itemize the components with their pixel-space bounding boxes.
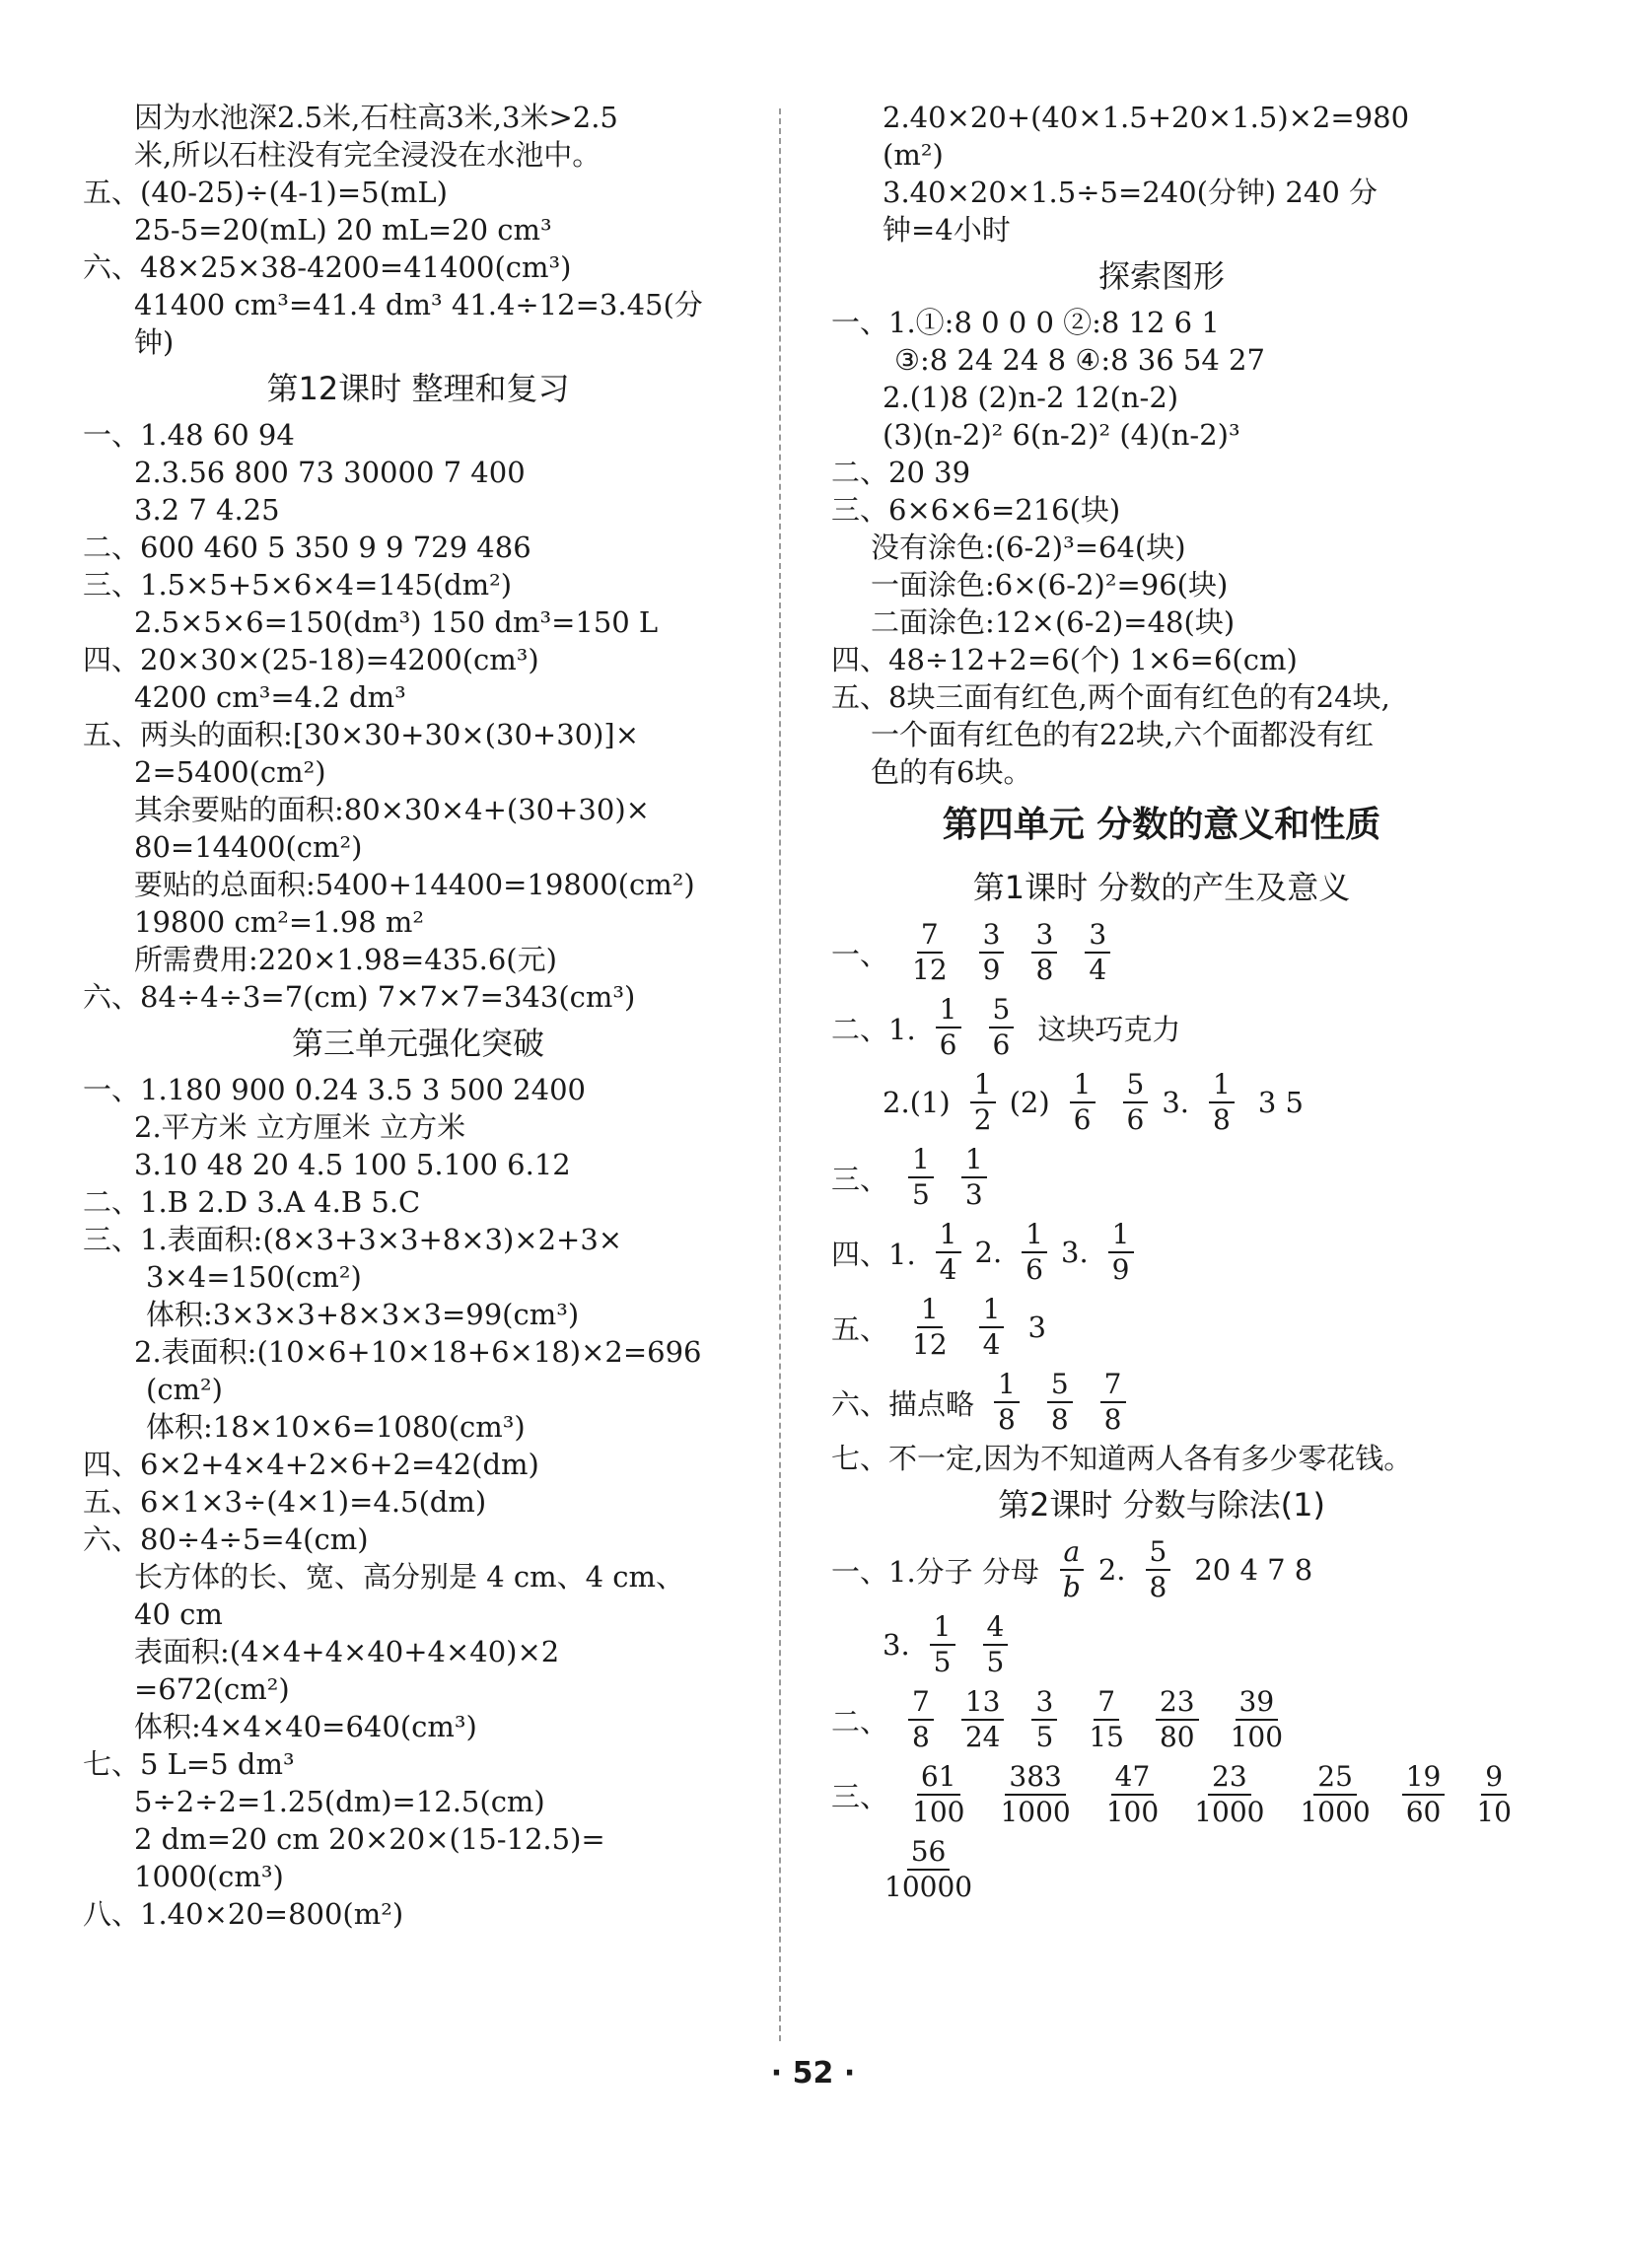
- text-line: 五、(40-25)÷(4-1)=5(mL): [83, 176, 448, 209]
- page-number: · 52 ·: [770, 2056, 856, 2091]
- numerator: 61: [917, 1760, 960, 1796]
- text-line: 二、20 39: [831, 456, 971, 489]
- section-heading: 第三单元强化突破: [291, 1025, 544, 1062]
- numerator: 1: [936, 1218, 961, 1253]
- text-line: 钟): [134, 325, 175, 359]
- denominator: 60: [1405, 1796, 1442, 1828]
- fraction: [881, 1835, 976, 1904]
- text-line: (cm²): [146, 1373, 223, 1406]
- denominator: 5: [933, 1646, 952, 1678]
- denominator: 8: [912, 1721, 930, 1753]
- fraction: [908, 1143, 934, 1212]
- numerator: 4: [983, 1610, 1009, 1646]
- numerator: 5: [1123, 1068, 1149, 1103]
- denominator: 80: [1159, 1721, 1195, 1753]
- numerator: 1: [994, 1368, 1020, 1403]
- fraction: [996, 1760, 1074, 1829]
- denominator: 8: [1035, 954, 1054, 986]
- fraction-row: [831, 1215, 1492, 1290]
- fraction: [961, 1143, 987, 1212]
- numerator: 23: [1156, 1685, 1199, 1721]
- section-heading: 第1课时 分数的产生及意义: [972, 869, 1351, 906]
- text-line: 三、6×6×6=216(块): [831, 493, 1121, 527]
- fraction: [1146, 1535, 1171, 1604]
- text-line: 2.表面积:(10×6+10×18+6×18)×2=696: [134, 1335, 702, 1369]
- text-line: 三、1.5×5+5×6×4=145(dm²): [83, 568, 513, 602]
- numerator: 383: [1005, 1760, 1065, 1796]
- denominator: 8: [998, 1403, 1016, 1436]
- numerator: 39: [1236, 1685, 1279, 1721]
- text-line: (3)(n-2)² 6(n-2)² (4)(n-2)³: [883, 418, 1240, 452]
- fraction: [1031, 1685, 1057, 1754]
- fraction: [908, 1760, 968, 1829]
- fraction: [1472, 1760, 1516, 1829]
- denominator: 6: [1126, 1103, 1145, 1136]
- text-line: 体积:4×4×40=640(cm³): [134, 1710, 477, 1743]
- text-line: 六、84÷4÷3=7(cm) 7×7×7=343(cm³): [83, 980, 636, 1014]
- fraction: [1296, 1760, 1374, 1829]
- text-line: 2.40×20+(40×1.5+20×1.5)×2=980: [883, 101, 1410, 134]
- text-line: 一、1.48 60 94: [83, 418, 295, 452]
- text-line: 五、6×1×3÷(4×1)=4.5(dm): [83, 1485, 487, 1519]
- denominator: 4: [1089, 954, 1107, 986]
- text-line: 八、1.40×20=800(m²): [83, 1897, 404, 1931]
- denominator: 1000: [1300, 1796, 1371, 1828]
- denominator: 5: [912, 1178, 930, 1211]
- fraction-row: [831, 1607, 1492, 1682]
- fraction: [1108, 1218, 1134, 1287]
- denominator: 8: [1213, 1103, 1231, 1136]
- text-line: 二、600 460 5 350 9 9 729 486: [83, 531, 531, 564]
- item-label: 六、描点略: [831, 1386, 975, 1421]
- text-line: 五、8块三面有红色,两个面有红色的有24块,: [831, 680, 1390, 714]
- fraction-row: [831, 915, 1492, 990]
- text-line: 因为水池深2.5米,石柱高3米,3米>2.5: [134, 101, 618, 134]
- denominator: 10: [1476, 1796, 1512, 1828]
- item-label: 3.: [1061, 1236, 1089, 1269]
- denominator: 1000: [1194, 1796, 1265, 1828]
- numerator: 3: [1085, 918, 1110, 954]
- fraction: [908, 1293, 952, 1362]
- text-line: 41400 cm³=41.4 dm³ 41.4÷12=3.45(分: [134, 288, 703, 321]
- answer-text: 这块巧克力: [1037, 1012, 1181, 1046]
- text-line: 其余要贴的面积:80×30×4+(30+30)×: [134, 793, 650, 826]
- fraction: [1402, 1760, 1446, 1829]
- fraction: [1156, 1685, 1199, 1754]
- text-line: 色的有6块。: [871, 755, 1032, 789]
- numerator: 1: [1070, 1068, 1096, 1103]
- numerator: 1: [1022, 1218, 1047, 1253]
- denominator: 4: [982, 1328, 1001, 1361]
- text-line: 六、48×25×38-4200=41400(cm³): [83, 250, 572, 284]
- text-line: 要贴的总面积:5400+14400=19800(cm²): [134, 868, 695, 901]
- text-line: 四、6×2+4×4+2×6+2=42(dm): [83, 1448, 539, 1481]
- denominator: 100: [912, 1796, 965, 1828]
- denominator: 2: [973, 1103, 992, 1136]
- text-line: 3.10 48 20 4.5 100 5.100 6.12: [134, 1148, 571, 1181]
- section-heading: 第2课时 分数与除法(1): [998, 1486, 1325, 1524]
- answer-text: 3 5: [1257, 1086, 1304, 1119]
- text-line: 一、1.①:8 0 0 0 ②:8 12 6 1: [831, 306, 1220, 339]
- text-line: 2=5400(cm²): [134, 755, 326, 789]
- denominator: 4: [939, 1253, 957, 1286]
- text-line: ③:8 24 24 8 ④:8 36 54 27: [894, 343, 1265, 377]
- fraction: [983, 1610, 1009, 1679]
- text-line: 没有涂色:(6-2)³=64(块): [871, 531, 1186, 564]
- numerator: 47: [1111, 1760, 1155, 1796]
- unit-heading: 第四单元 分数的意义和性质: [942, 805, 1381, 845]
- item-label: 一、: [831, 937, 889, 971]
- fraction: [1031, 918, 1057, 987]
- numerator: 3: [1031, 1685, 1057, 1721]
- numerator: 1: [917, 1293, 943, 1328]
- item-label: 五、: [831, 1311, 889, 1346]
- fraction: [908, 918, 952, 987]
- fraction: [994, 1368, 1020, 1437]
- denominator: 1000: [1000, 1796, 1071, 1828]
- fraction: [1123, 1068, 1149, 1137]
- denominator: 5: [1035, 1721, 1054, 1753]
- numerator: 5: [989, 993, 1015, 1028]
- fraction-row: [831, 1832, 1492, 1907]
- fraction: [1047, 1368, 1073, 1437]
- denominator: 8: [1050, 1403, 1069, 1436]
- fraction: [979, 918, 1005, 987]
- numerator: 5: [1047, 1368, 1073, 1403]
- fraction-row: [831, 1365, 1492, 1440]
- denominator: 12: [912, 954, 948, 986]
- fraction: [1085, 918, 1110, 987]
- text-line: 2.5×5×6=150(dm³) 150 dm³=150 L: [134, 605, 659, 639]
- denominator: b: [1062, 1571, 1081, 1603]
- fraction: [936, 993, 961, 1062]
- text-line: 六、80÷4÷5=4(cm): [83, 1523, 369, 1556]
- denominator: 12: [912, 1328, 948, 1361]
- fraction-row: [831, 1757, 1512, 1832]
- numerator: 1: [979, 1293, 1005, 1328]
- text-line: 米,所以石柱没有完全浸没在水池中。: [134, 138, 601, 172]
- fraction: [970, 1068, 996, 1137]
- fraction: [1070, 1068, 1096, 1137]
- numerator: 1: [908, 1143, 934, 1178]
- text-line: 三、1.表面积:(8×3+3×3+8×3)×2+3×: [83, 1223, 623, 1256]
- item-label: 一、1.分子 分母: [831, 1554, 1039, 1589]
- text-line: 长方体的长、宽、高分别是 4 cm、4 cm、: [134, 1560, 685, 1594]
- fraction-row: [831, 1065, 1492, 1140]
- denominator: 100: [1105, 1796, 1160, 1828]
- text-line: 2 dm=20 cm 20×20×(15-12.5)=: [134, 1822, 605, 1856]
- fraction: [936, 1218, 961, 1287]
- section-heading: 探索图形: [1097, 257, 1225, 295]
- fraction: [1227, 1685, 1287, 1754]
- right-column: [831, 99, 1512, 1907]
- column-divider: [779, 108, 781, 2041]
- text-line: 体积:18×10×6=1080(cm³): [146, 1410, 526, 1444]
- fraction: [989, 993, 1015, 1062]
- fraction: [1100, 1368, 1126, 1437]
- numerator: 1: [961, 1143, 987, 1178]
- fraction-row: [831, 1682, 1492, 1757]
- fraction: [1102, 1760, 1163, 1829]
- text-line: 七、5 L=5 dm³: [83, 1747, 295, 1781]
- item-label: 3.: [883, 1628, 910, 1662]
- item-label: 2.: [1097, 1553, 1126, 1587]
- text-line: 4200 cm³=4.2 dm³: [134, 680, 406, 714]
- denominator: 8: [1149, 1571, 1167, 1603]
- fraction: [1085, 1685, 1128, 1754]
- denominator: 9: [1111, 1253, 1130, 1286]
- text-line: =672(cm²): [134, 1672, 290, 1706]
- denominator: 8: [1103, 1403, 1122, 1436]
- left-column: [83, 99, 753, 1933]
- item-label: 3.: [1162, 1086, 1189, 1119]
- numerator: 13: [961, 1685, 1005, 1721]
- text-line: 钟=4小时: [883, 213, 1011, 247]
- numerator: 3: [1031, 918, 1057, 954]
- item-label: 三、: [831, 1162, 889, 1196]
- text-line: 3.2 7 4.25: [134, 493, 280, 527]
- item-label: (2): [1009, 1086, 1050, 1119]
- fraction-row: [831, 1140, 1492, 1215]
- item-label: 四、1.: [831, 1237, 916, 1271]
- denominator: 6: [939, 1028, 957, 1061]
- text-line: 体积:3×3×3+8×3×3=99(cm³): [146, 1298, 580, 1331]
- text-line: 5÷2÷2=1.25(dm)=12.5(cm): [134, 1785, 545, 1818]
- item-label: 2.(1): [883, 1086, 951, 1119]
- answer-text: 20 4 7 8: [1194, 1553, 1313, 1587]
- numerator: 1: [936, 993, 961, 1028]
- fraction: [1190, 1760, 1268, 1829]
- numerator: 7: [917, 918, 943, 954]
- fraction: [908, 1685, 934, 1754]
- denominator: 6: [1073, 1103, 1092, 1136]
- denominator: 3: [964, 1178, 983, 1211]
- denominator: 100: [1230, 1721, 1284, 1753]
- section-heading: 第12课时 整理和复习: [266, 370, 570, 407]
- numerator: 1: [1108, 1218, 1134, 1253]
- text-line: 3.40×20×1.5÷5=240(分钟) 240 分: [883, 176, 1379, 209]
- fraction: [1059, 1535, 1085, 1604]
- denominator: 15: [1089, 1721, 1124, 1753]
- text-line: 五、两头的面积:[30×30+30×(30+30)]×: [83, 718, 640, 751]
- numerator: 9: [1481, 1760, 1507, 1796]
- numerator: 7: [908, 1685, 934, 1721]
- text-line: 一面涂色:6×(6-2)²=96(块): [871, 568, 1229, 602]
- denominator: 6: [1025, 1253, 1043, 1286]
- text-line: 2.平方米 立方厘米 立方米: [134, 1110, 466, 1144]
- item-label: 三、: [831, 1779, 889, 1813]
- text-line: 七、不一定,因为不知道两人各有多少零花钱。: [831, 1442, 1413, 1475]
- numerator: 1: [930, 1610, 955, 1646]
- text-line: 一个面有红色的有22块,六个面都没有红: [871, 718, 1375, 751]
- numerator: 7: [1100, 1368, 1126, 1403]
- numerator: 25: [1313, 1760, 1357, 1796]
- numerator: 56: [907, 1835, 951, 1871]
- text-line: 2.3.56 800 73 30000 7 400: [134, 456, 526, 489]
- text-line: (m²): [883, 138, 944, 172]
- fraction-row: [831, 990, 1492, 1065]
- item-label: 二、: [831, 1704, 889, 1738]
- denominator: 5: [986, 1646, 1005, 1678]
- fraction: [961, 1685, 1005, 1754]
- text-line: 40 cm: [134, 1597, 223, 1631]
- numerator: 23: [1208, 1760, 1251, 1796]
- text-line: 80=14400(cm²): [134, 830, 363, 864]
- numerator: 1: [970, 1068, 996, 1103]
- text-line: 25-5=20(mL) 20 mL=20 cm³: [134, 213, 552, 247]
- numerator: 3: [979, 918, 1005, 954]
- numerator: 1: [1209, 1068, 1235, 1103]
- text-line: 表面积:(4×4+4×40+4×40)×2: [134, 1635, 560, 1668]
- fraction: [1209, 1068, 1235, 1137]
- numerator: 7: [1094, 1685, 1119, 1721]
- fraction-row: [831, 1532, 1492, 1607]
- text-line: 1000(cm³): [134, 1860, 284, 1893]
- denominator: 10000: [884, 1871, 973, 1903]
- answer-text: 3: [1027, 1311, 1046, 1344]
- numerator: a: [1060, 1535, 1085, 1571]
- item-label: 二、1.: [831, 1012, 916, 1046]
- text-line: 3×4=150(cm²): [146, 1260, 362, 1294]
- fraction: [1022, 1218, 1047, 1287]
- denominator: 24: [964, 1721, 1001, 1753]
- item-label: 2.: [974, 1236, 1003, 1269]
- fraction: [930, 1610, 955, 1679]
- text-line: 四、20×30×(25-18)=4200(cm³): [83, 643, 539, 676]
- numerator: 5: [1146, 1535, 1171, 1571]
- text-line: 一、1.180 900 0.24 3.5 3 500 2400: [83, 1073, 586, 1106]
- text-line: 所需费用:220×1.98=435.6(元): [134, 943, 557, 976]
- denominator: 6: [992, 1028, 1011, 1061]
- numerator: 19: [1402, 1760, 1446, 1796]
- text-line: 19800 cm²=1.98 m²: [134, 905, 425, 939]
- text-line: 四、48÷12+2=6(个) 1×6=6(cm): [831, 643, 1298, 676]
- text-line: 2.(1)8 (2)n-2 12(n-2): [883, 381, 1179, 414]
- denominator: 9: [982, 954, 1001, 986]
- fraction-row: [831, 1290, 1492, 1365]
- text-line: 二面涂色:12×(6-2)=48(块): [871, 605, 1236, 639]
- fraction: [979, 1293, 1005, 1362]
- text-line: 二、1.B 2.D 3.A 4.B 5.C: [83, 1185, 421, 1219]
